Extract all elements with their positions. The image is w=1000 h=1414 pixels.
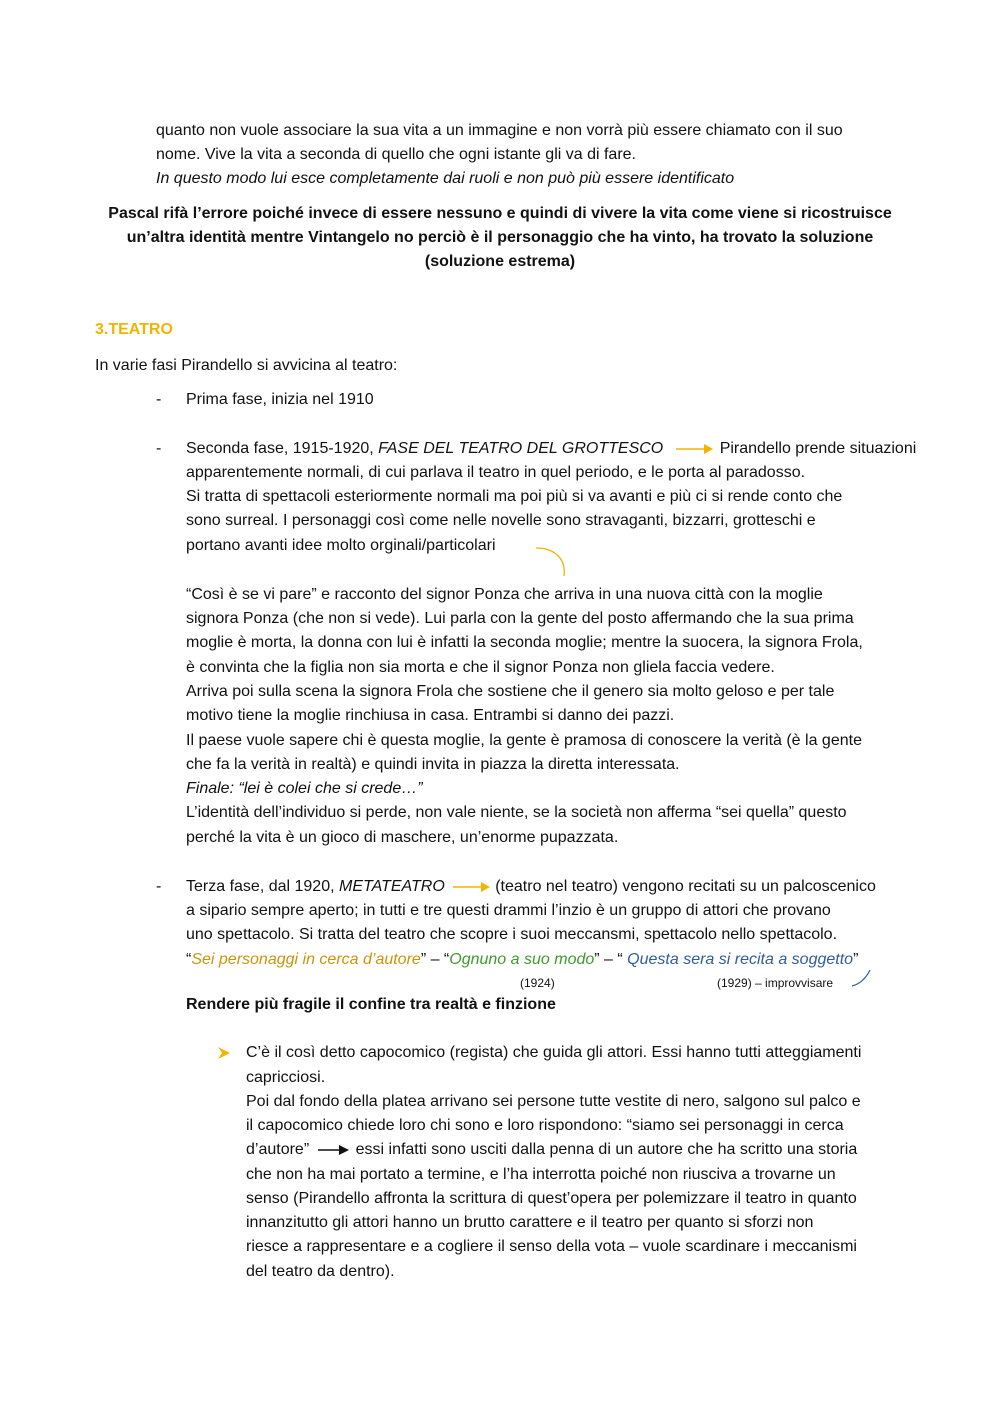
story-line-9: Finale: “lei è colei che si crede…” (186, 780, 423, 797)
bullet-line-7: senso (Pirandello affronta la scrittura di quest’opera per polemizzare il teatro in quanto (246, 1190, 857, 1207)
bullet-line-2: capricciosi. (246, 1069, 326, 1086)
bullet-line-8: innanzitutto gli attori hanno un brutto carattere e il teatro per quanto si sforzi non (246, 1214, 814, 1231)
phase-3-italic: METATEATRO (338, 878, 445, 895)
phase-2-line-3: Si tratta di spettacoli esteriormente normali ma poi più si va avanti e più ci si rende conto che (186, 488, 843, 505)
arrow-right-icon (318, 1144, 350, 1156)
bullet-line-6: che non ha mai portato a termine, e l’ha interrotta poiché non riusciva a trovarne un (246, 1166, 836, 1183)
curved-arrow-icon (534, 542, 570, 578)
story-line-2: signora Ponza (che non si vede). Lui parla con la gente del posto affermando che la sua prima (186, 610, 854, 627)
arrowhead-bullet-icon (217, 1046, 231, 1060)
phase-3-pre: Terza fase, dal 1920, (186, 878, 339, 895)
phase-3-line-1 (186, 875, 876, 899)
drama-titles: “Sei personaggi in cerca d’autore” – “Ognuno a suo modo” – “ Questa sera si recita a soggetto” (186, 951, 859, 968)
phase-2-post: Pirandello prende situazioni (719, 440, 917, 457)
conclusion-line-2: un’altra identità mentre Vintangelo no perciò è il personaggio che ha vinto, ha trovato la soluzione (126, 229, 874, 246)
story-line-6: motivo tiene la moglie rinchiusa in casa. Entrambi si danno dei pazzi. (186, 707, 675, 724)
section-lead: In varie fasi Pirandello si avvicina al teatro: (95, 357, 398, 374)
bullet-line-5 (246, 1138, 857, 1162)
drama-title-2: Ognuno a suo modo (449, 951, 595, 968)
conclusion-line-1: Pascal rifà l’errore poiché invece di essere nessuno e quindi di vivere la vita come viene si ricostruisce (108, 205, 892, 222)
phase-2-pre: Seconda fase, 1915-1920, (186, 440, 379, 457)
dash-bullet: - (156, 440, 162, 457)
drama-title-1: Sei personaggi in cerca d’autore (191, 951, 421, 968)
phase-2-line-2: apparentemente normali, di cui parlava il teatro in quel periodo, e le porta al paradosso. (186, 464, 806, 481)
story-line-3: moglie è morta, la donna con lui è infatti la seconda moglie; mentre la suocera, la signora Frola, (186, 634, 863, 651)
bullet-line-5b: essi infatti sono usciti dalla penna di un autore che ha scritto una storia (355, 1141, 858, 1158)
bullet-line-3: Poi dal fondo della platea arrivano sei persone tutte vestite di nero, salgono sul palco e (246, 1093, 861, 1110)
curve-mark-icon (850, 968, 874, 988)
intro-line-2: nome. Vive la vita a seconda di quello che ogni istante gli va di fare. (156, 146, 636, 163)
phase-1: Prima fase, inizia nel 1910 (186, 391, 374, 408)
arrow-right-icon (676, 443, 714, 455)
phase-3-line-2: a sipario sempre aperto; in tutti e tre questi drammi l’inzio è un gruppo di attori che provano (186, 902, 831, 919)
bullet-line-4: il capocomico chiede loro chi sono e loro rispondono: “siamo sei personaggi in cerca (246, 1117, 844, 1134)
arrow-right-icon (453, 881, 491, 893)
phase-2-line-1 (186, 437, 916, 461)
conclusion-line-3: (soluzione estrema) (424, 253, 576, 270)
phase-3-post: (teatro nel teatro) vengono recitati su un palcoscenico (495, 878, 876, 895)
phase-2-line-5: portano avanti idee molto orginali/particolari (186, 537, 496, 554)
year-1924: (1924) (520, 976, 555, 990)
bullet-line-5a: d’autore” (246, 1141, 310, 1158)
dash-bullet: - (156, 391, 162, 408)
story-line-5: Arriva poi sulla scena la signora Frola che sostiene che il genero sia molto geloso e per tale (186, 683, 835, 700)
bullet-line-10: del teatro da dentro). (246, 1263, 395, 1280)
story-line-8: che fa la verità in realtà) e quindi invita in piazza la diretta interessata. (186, 756, 680, 773)
bullet-line-1: C’è il così detto capocomico (regista) che guida gli attori. Essi hanno tutti atteggiamenti (246, 1044, 862, 1061)
story-line-10: L’identità dell’individuo si perde, non vale niente, se la società non afferma “sei quella” questo (186, 804, 847, 821)
year-1929-note: (1929) – improvvisare (717, 976, 834, 990)
dash-bullet: - (156, 878, 162, 895)
story-line-7: Il paese vuole sapere chi è questa moglie, la gente è pramosa di conoscere la verità (è la gente (186, 732, 862, 749)
section-title: 3.TEATRO (95, 321, 173, 338)
intro-line-3: In questo modo lui esce completamente dai ruoli e non può più essere identificato (156, 170, 735, 187)
intro-line-1: quanto non vuole associare la sua vita a un immagine e non vorrà più essere chiamato con il suo (156, 122, 843, 139)
phase-2-line-4: sono surreal. I personaggi così come nelle novelle sono stravaganti, bizzarri, grotteschi e (186, 512, 816, 529)
bullet-line-9: riesce a rappresentare e a cogliere il senso della vota – vuole scardinare i meccanismi (246, 1238, 857, 1255)
story-line-1: “Così è se vi pare” e racconto del signor Ponza che arriva in una nuova città con la moglie (186, 586, 823, 603)
story-line-11: perché la vita è un gioco di maschere, un’enorme pupazzata. (186, 829, 619, 846)
phase-2-italic: FASE DEL TEATRO DEL GROTTESCO (378, 440, 664, 457)
phase-3-bold: Rendere più fragile il confine tra realtà e finzione (186, 996, 556, 1013)
drama-title-3: Questa sera si recita a soggetto (627, 951, 854, 968)
story-line-4: è convinta che la figlia non sia morta e che il signor Ponza non gliela faccia vedere. (186, 659, 775, 676)
phase-3-line-3: uno spettacolo. Si tratta del teatro che scopre i suoi meccansmi, spettacolo nello spettacolo. (186, 926, 838, 943)
